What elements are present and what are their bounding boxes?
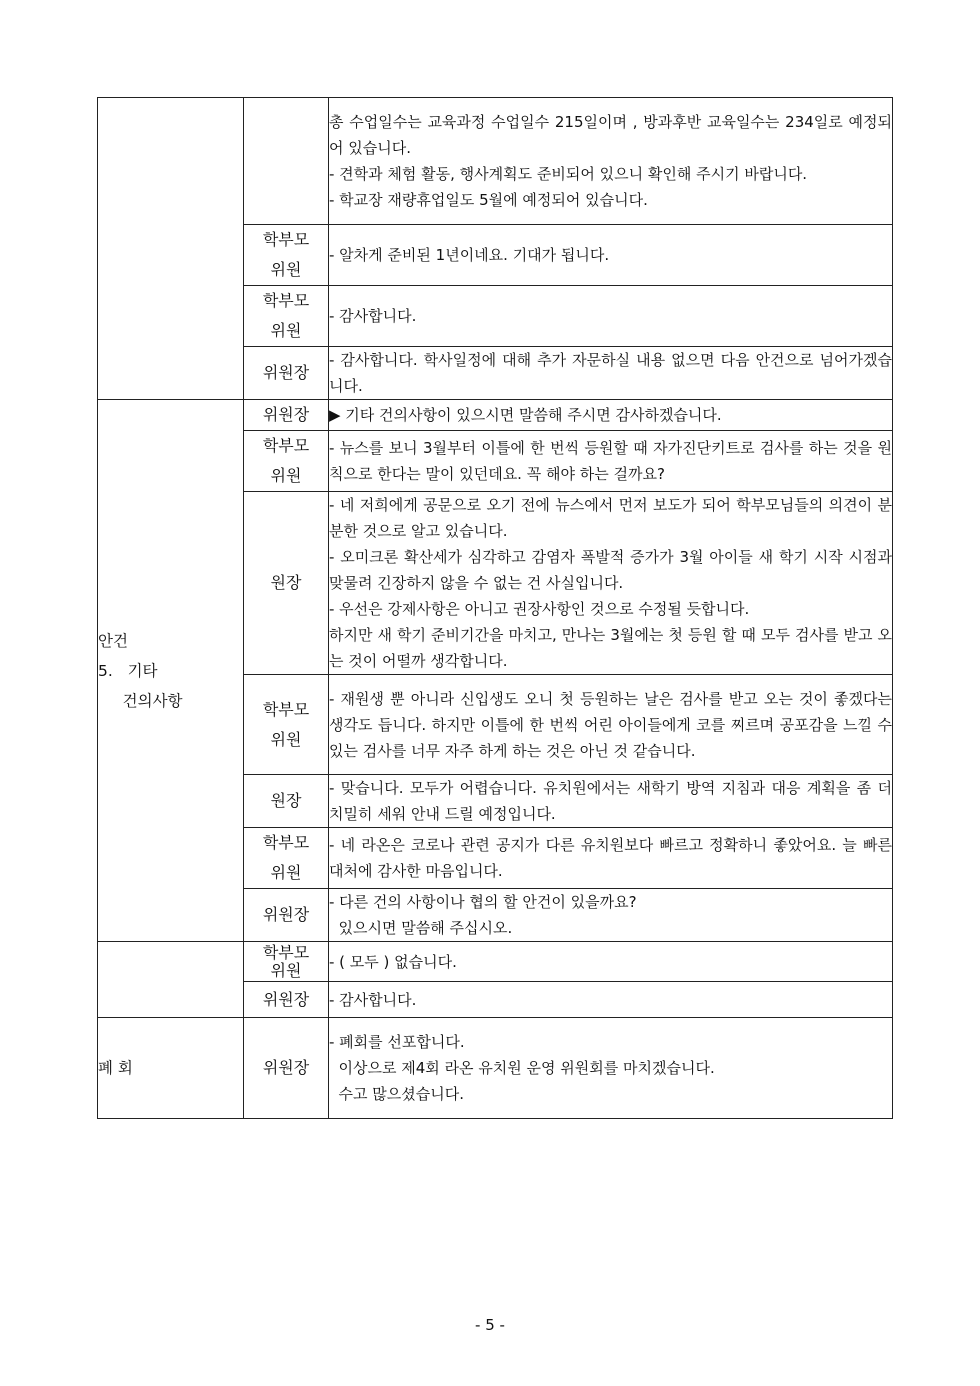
section-label: 안건 (98, 631, 128, 650)
section-cell-schedule (98, 98, 244, 400)
statement-line: - 견학과 체험 활동, 행사계획도 준비되어 있으니 확인해 주시기 바랍니다. (329, 165, 808, 183)
speaker-label: 학부모 (262, 699, 310, 719)
statement-cell (329, 286, 893, 347)
statement-line: - 다른 건의 사항이나 협의 할 안건이 있을까요? (329, 893, 637, 911)
statement-cell (329, 982, 893, 1018)
statement-cell (329, 889, 893, 942)
statement-line: 총 수업일수는 교육과정 수업일수 215일이며 , 방과후반 교육일수는 234일로 예정되어 있습니다. (329, 113, 892, 157)
speaker-label: 학부모 (262, 833, 310, 852)
speaker-cell (244, 347, 329, 400)
speaker-label: 원장 (270, 573, 302, 592)
speaker-cell (244, 286, 329, 347)
speaker-label: 위원 (270, 260, 302, 279)
speaker-label: 위원 (270, 863, 302, 882)
speaker-label: 위원 (270, 466, 302, 485)
statement-line: 수고 많으셨습니다. (329, 1085, 465, 1103)
statement-cell (329, 775, 897, 828)
statement-line: - 오미크론 확산세가 심각하고 감염자 폭발적 증가가 3월 아이들 새 학기 시작 시점과 맞물려 긴장하지 않을 수 없는 건 사실입니다. (329, 548, 897, 592)
statement-cell (329, 942, 893, 982)
speaker-cell (244, 431, 329, 492)
speaker-cell (244, 889, 329, 942)
statement-line: 있으시면 말씀해 주십시오. (329, 919, 513, 937)
statement-line: - ( 모두 ) 없습니다. (329, 952, 457, 971)
statement-cell (329, 828, 897, 889)
section-label: 폐 회 (98, 1059, 133, 1077)
statement-cell (329, 1018, 893, 1119)
statement-cell (329, 98, 893, 225)
page-number: - 5 - (475, 1316, 505, 1334)
statement-line: - 폐회를 선포합니다. (329, 1033, 465, 1051)
speaker-label: 학부모 (262, 291, 310, 310)
statement-line: - 우선은 강제사항은 아니고 권장사항인 것으로 수정될 듯합니다. (329, 600, 750, 618)
statement-cell (329, 675, 897, 775)
statement-line: - 뉴스를 보니 3월부터 이틀에 한 번씩 등원할 때 자가진단키트로 검사를 하는 것을 원칙으로 한다는 말이 있던데요. 꼭 해야 하는 걸까요? (329, 439, 892, 483)
statement-line: - 감사합니다. 학사일정에 대해 추가 자문하실 내용 없으면 다음 안건으로 넘어가겠습니다. (329, 351, 892, 395)
section-label: 5. 기타 (98, 661, 158, 680)
speaker-cell (244, 828, 329, 889)
speaker-label: 위원장 (262, 405, 310, 424)
speaker-cell (244, 942, 329, 982)
speaker-label: 위원 (270, 321, 302, 340)
speaker-label: 위원장 (262, 989, 310, 1009)
statement-line: 이상으로 제4회 라온 유치원 운영 위원회를 마치겠습니다. (329, 1059, 715, 1077)
statement-line: - 맞습니다. 모두가 어렵습니다. 유치원에서는 새학기 방역 지침과 대응 계획을 좀 더 치밀히 세워 안내 드릴 예정입니다. (329, 779, 897, 823)
statement-cell (329, 347, 893, 400)
speaker-label: 위원 (270, 960, 302, 980)
speaker-label: 학부모 (262, 942, 310, 962)
statement-cell (329, 492, 897, 675)
statement-line: ▶ 기타 건의사항이 있으시면 말씀해 주시면 감사하겠습니다. (329, 406, 722, 424)
statement-line: - 감사합니다. (329, 990, 417, 1009)
statement-cell (329, 225, 893, 286)
statement-line: - 학교장 재량휴업일도 5월에 예정되어 있습니다. (329, 191, 648, 209)
statement-cell (329, 400, 893, 431)
section-label: 건의사항 (98, 691, 183, 710)
statement-line: - 재원생 뿐 아니라 신입생도 오니 첫 등원하는 날은 검사를 받고 오는 것이 좋겠다는 생각도 듭니다. 하지만 이틀에 한 번씩 어린 아이들에게 코를 찌르며 공포감을 느낄 수 있는 검사를 너무 자주 하게 하는 것은 아닌 것 같습니다. (329, 689, 897, 760)
speaker-cell (244, 225, 329, 286)
statement-line: - 네 라온은 코로나 관련 공지가 다른 유치원보다 빠르고 정확하니 좋았어요. 늘 빠른 대처에 감사한 마음입니다. (329, 836, 897, 880)
statement-line: - 네 저희에게 공문으로 오기 전에 뉴스에서 먼저 보도가 되어 학부모님들의 의견이 분분한 것으로 알고 있습니다. (329, 496, 892, 540)
speaker-label: 위원 (270, 729, 302, 749)
speaker-label: 위원장 (262, 363, 310, 382)
speaker-label: 위원장 (262, 905, 310, 924)
section-cell-empty (98, 942, 244, 1018)
speaker-label: 학부모 (262, 436, 310, 455)
statement-line: - 감사합니다. (329, 307, 417, 325)
speaker-cell (244, 675, 329, 775)
speaker-cell (244, 775, 329, 828)
section-cell-closing (98, 1018, 244, 1119)
statement-cell (329, 431, 893, 492)
speaker-label: 학부모 (262, 230, 310, 249)
speaker-cell (244, 98, 329, 225)
speaker-cell (244, 982, 329, 1018)
speaker-label: 위원장 (262, 1058, 310, 1077)
speaker-label: 원장 (270, 791, 302, 810)
section-cell-agenda-5 (98, 400, 244, 942)
statement-line: 하지만 새 학기 준비기간을 마치고, 만나는 3월에는 첫 등원 할 때 모두 검사를 받고 오는 것이 어떨까 생각합니다. (329, 626, 892, 670)
speaker-cell (244, 400, 329, 431)
statement-line: - 알차게 준비된 1년이네요. 기대가 됩니다. (329, 246, 610, 264)
speaker-cell (244, 1018, 329, 1119)
meeting-minutes-table (97, 97, 897, 1119)
speaker-cell (244, 492, 329, 675)
